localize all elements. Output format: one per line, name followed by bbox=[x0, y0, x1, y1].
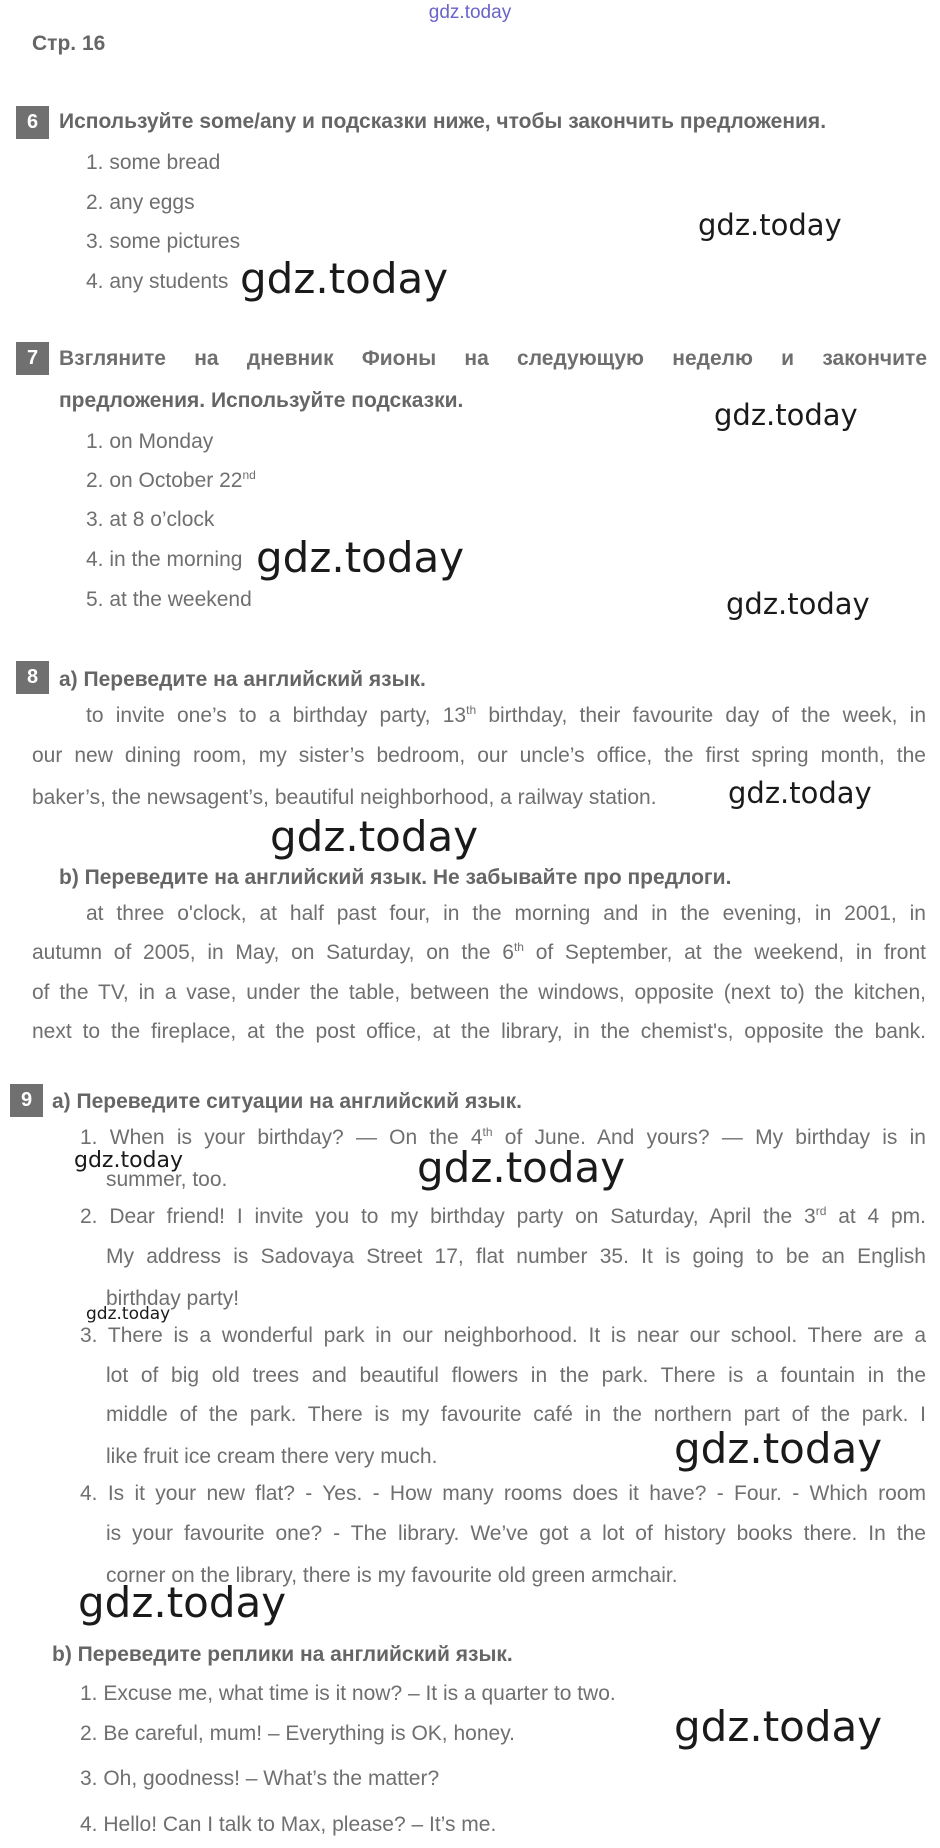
ordinal-suffix: th bbox=[482, 1125, 493, 1139]
ordinal-suffix: th bbox=[466, 703, 477, 717]
watermark: gdz.today bbox=[86, 1304, 171, 1324]
watermark: gdz.today bbox=[256, 533, 465, 582]
exercise-9a-title: a) Переведите ситуации на английский язык. bbox=[52, 1090, 522, 1113]
exercise-8b-title: b) Переведите на английский язык. Не забывайте про предлоги. bbox=[59, 866, 732, 889]
page-label: Стр. 16 bbox=[32, 32, 106, 55]
exercise-8b-line: autumn of 2005, in May, on Saturday, on the 6th of September, at the weekend, in front bbox=[32, 940, 926, 964]
exercise-8b-line: next to the fireplace, at the post office, at the library, in the chemist's, opposite the bank. bbox=[32, 1020, 926, 1043]
exercise-7-item: 4. in the morning bbox=[86, 548, 243, 571]
exercise-8a-line: baker’s, the newsagent’s, beautiful neighborhood, a railway station. bbox=[32, 786, 657, 809]
exercise-6-badge: 6 bbox=[16, 106, 49, 139]
exercise-9b-item: 3. Oh, goodness! – What’s the matter? bbox=[80, 1767, 440, 1790]
exercise-9a-item-line: My address is Sadovaya Street 17, flat number 35. It is going to be an English bbox=[106, 1245, 926, 1268]
watermark: gdz.today bbox=[714, 398, 858, 432]
exercise-9a-item-line: 3. There is a wonderful park in our neighborhood. It is near our school. There are a bbox=[80, 1324, 926, 1347]
exercise-9a-item-line: 1. When is your birthday? — On the 4th of June. And yours? — My birthday is in bbox=[80, 1125, 926, 1149]
exercise-7-item: 1. on Monday bbox=[86, 430, 214, 453]
exercise-8a-title: a) Переведите на английский язык. bbox=[59, 668, 426, 691]
watermark: gdz.today bbox=[270, 812, 479, 861]
watermark: gdz.today bbox=[240, 254, 449, 303]
exercise-9a-item-line: summer, too. bbox=[106, 1168, 228, 1191]
exercise-9-badge: 9 bbox=[10, 1084, 43, 1117]
top-watermark: gdz.today bbox=[428, 2, 512, 23]
exercise-9a-item-line: lot of big old trees and beautiful flowers in the park. There is a fountain in the bbox=[106, 1364, 926, 1387]
watermark: gdz.today bbox=[74, 1148, 184, 1173]
exercise-6-item: 2. any eggs bbox=[86, 191, 195, 214]
exercise-8b-line: of the TV, in a vase, under the table, between the windows, opposite (next to) the kitchen, bbox=[32, 981, 926, 1004]
exercise-6-title: Используйте some/any и подсказки ниже, чтобы закончить предложения. bbox=[59, 110, 827, 133]
watermark: gdz.today bbox=[78, 1578, 287, 1627]
exercise-7-item: 2. on October 22nd bbox=[86, 468, 256, 492]
exercise-9a-item-line: is your favourite one? - The library. We’ve got a lot of history books there. In the bbox=[106, 1522, 926, 1545]
exercise-9a-item-line: 4. Is it your new flat? - Yes. - How many rooms does it have? - Four. - Which room bbox=[80, 1482, 926, 1505]
exercise-9b-item: 1. Excuse me, what time is it now? – It is a quarter to two. bbox=[80, 1682, 616, 1705]
exercise-6-item: 4. any students bbox=[86, 270, 229, 293]
exercise-9a-item-line: like fruit ice cream there very much. bbox=[106, 1445, 438, 1468]
exercise-8a-line: to invite one’s to a birthday party, 13th birthday, their favourite day of the week, in bbox=[86, 703, 927, 727]
ordinal-suffix: th bbox=[513, 940, 524, 954]
exercise-9a-item-line: middle of the park. There is my favourite café in the northern part of the park. I bbox=[106, 1403, 926, 1426]
exercise-6-item: 1. some bread bbox=[86, 151, 221, 174]
watermark: gdz.today bbox=[674, 1702, 883, 1751]
exercise-9a-item-line: corner on the library, there is my favourite old green armchair. bbox=[106, 1564, 678, 1587]
exercise-9a-item-line: 2. Dear friend! I invite you to my birthday party on Saturday, April the 3rd at 4 pm. bbox=[80, 1204, 927, 1228]
exercise-8-badge: 8 bbox=[16, 661, 49, 694]
ordinal-suffix: rd bbox=[815, 1204, 827, 1218]
exercise-7-item: 5. at the weekend bbox=[86, 588, 252, 611]
exercise-9b-title: b) Переведите реплики на английский язык. bbox=[52, 1643, 513, 1666]
watermark: gdz.today bbox=[417, 1143, 626, 1192]
ordinal-suffix: nd bbox=[242, 468, 256, 482]
exercise-9b-item: 4. Hello! Can I talk to Max, please? – It’s me. bbox=[80, 1813, 497, 1836]
exercise-8a-line: our new dining room, my sister’s bedroom, our uncle’s office, the first spring month, the bbox=[32, 744, 926, 767]
exercise-7-item: 3. at 8 o’clock bbox=[86, 508, 215, 531]
watermark: gdz.today bbox=[728, 776, 872, 810]
watermark: gdz.today bbox=[726, 587, 870, 621]
exercise-6-item: 3. some pictures bbox=[86, 230, 241, 253]
watermark: gdz.today bbox=[698, 208, 842, 242]
exercise-7-title-line2: предложения. Используйте подсказки. bbox=[59, 389, 464, 412]
exercise-9a-item-line: birthday party! bbox=[106, 1287, 240, 1310]
exercise-8b-line: at three o'clock, at half past four, in the morning and in the evening, in 2001, in bbox=[86, 902, 926, 925]
watermark: gdz.today bbox=[674, 1424, 883, 1473]
exercise-7-title-line1: Взгляните на дневник Фионы на следующую неделю и закончите bbox=[59, 347, 927, 370]
exercise-7-badge: 7 bbox=[16, 342, 49, 375]
exercise-9b-item: 2. Be careful, mum! – Everything is OK, honey. bbox=[80, 1722, 515, 1745]
